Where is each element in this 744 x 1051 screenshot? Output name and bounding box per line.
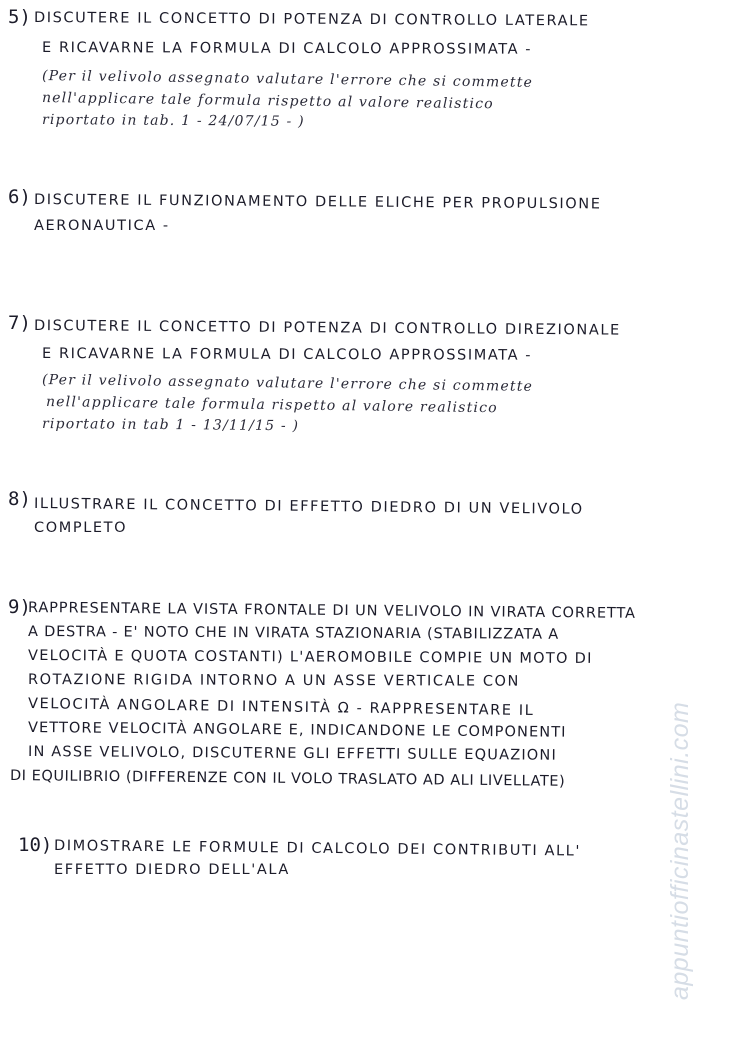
question-number: 9)	[8, 596, 31, 618]
question-5	[6, 6, 734, 136]
question-number: 10)	[18, 834, 53, 856]
note-line: (Per il velivolo assegnato valutare l'errore che si commette	[41, 68, 534, 91]
question-line: A DESTRA - E' NOTO CHE IN VIRATA STAZIONARIA (STABILIZZATA A	[27, 624, 560, 643]
note-line: nell'applicare tale formula rispetto al valore realistico	[45, 394, 498, 417]
question-line: ROTAZIONE RIGIDA INTORNO A UN ASSE VERTICALE CON	[27, 672, 521, 690]
question-number: 8)	[8, 488, 31, 510]
question-line: ILLUSTRARE IL CONCETTO DI EFFETTO DIEDRO DI UN VELIVOLO	[33, 496, 584, 518]
question-6	[6, 186, 734, 246]
question-line: IN ASSE VELIVOLO, DISCUTERNE GLI EFFETTI SULLE EQUAZIONI	[27, 744, 558, 764]
question-8	[6, 488, 734, 548]
question-line: DISCUTERE IL CONCETTO DI POTENZA DI CONTROLLO DIREZIONALE	[33, 318, 621, 339]
question-number: 7)	[8, 312, 31, 334]
question-line: DISCUTERE IL FUNZIONAMENTO DELLE ELICHE PER PROPULSIONE	[33, 192, 602, 213]
note-line: nell'applicare tale formula rispetto al valore realistico	[41, 90, 494, 113]
note-line: riportato in tab 1 - 13/11/15 - )	[41, 416, 300, 435]
note-line: (Per il velivolo assegnato valutare l'errore che si commette	[41, 372, 534, 395]
note-line: riportato in tab. 1 - 24/07/15 - )	[41, 112, 305, 130]
question-number: 6)	[8, 186, 31, 208]
question-10	[6, 834, 734, 894]
question-line: VELOCITÀ E QUOTA COSTANTI) L'AEROMOBILE COMPIE UN MOTO DI	[27, 648, 593, 667]
question-9	[6, 596, 734, 816]
question-7	[6, 312, 734, 442]
question-line: AERONAUTICA -	[34, 218, 170, 234]
question-line: E RICAVARNE LA FORMULA DI CALCOLO APPROSSIMATA -	[41, 40, 533, 58]
question-line: VETTORE VELOCITÀ ANGOLARE E, INDICANDONE LE COMPONENTI	[27, 720, 567, 741]
watermark-text: appuntiofficinastellini.com	[666, 701, 694, 1000]
question-line: DI EQUILIBRIO (DIFFERENZE CON IL VOLO TRASLATO AD ALI LIVELLATE)	[9, 768, 566, 790]
question-line: EFFETTO DIEDRO DELL'ALA	[54, 862, 290, 878]
question-line: E RICAVARNE LA FORMULA DI CALCOLO APPROSSIMATA -	[41, 346, 533, 364]
question-line: DISCUTERE IL CONCETTO DI POTENZA DI CONTROLLO LATERALE	[33, 10, 590, 30]
question-line: COMPLETO	[34, 520, 128, 536]
question-line: VELOCITÀ ANGOLARE DI INTENSITÀ Ω - RAPPRESENTARE IL	[27, 696, 535, 720]
question-line: DIMOSTRARE LE FORMULE DI CALCOLO DEI CONTRIBUTI ALL'	[53, 838, 582, 860]
question-number: 5)	[8, 6, 31, 28]
question-line: RAPPRESENTARE LA VISTA FRONTALE DI UN VELIVOLO IN VIRATA CORRETTA	[27, 600, 636, 622]
